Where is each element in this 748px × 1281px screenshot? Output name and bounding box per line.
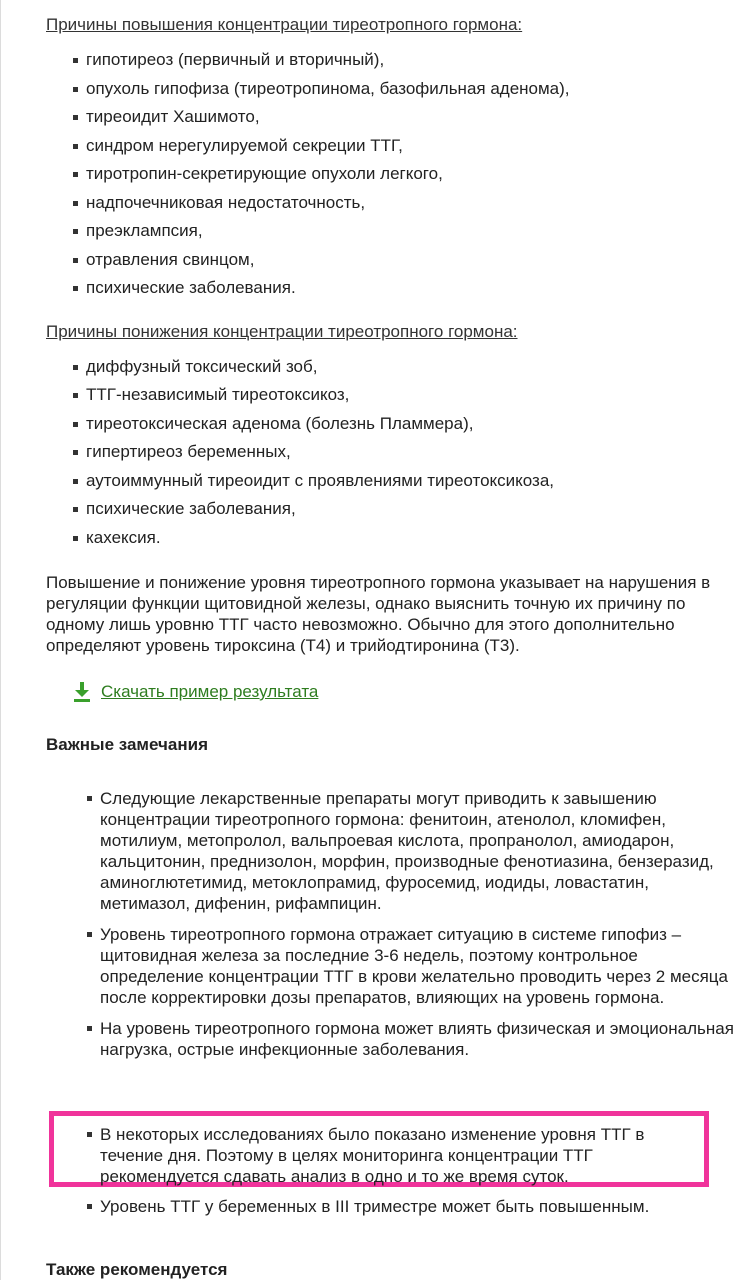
list-item: На уровень тиреотропного гормона может влиять физическая и эмоциональная нагрузка, острые инфекционные заболевания. [100, 1018, 740, 1049]
also-recommended-heading: Также рекомендуется [46, 1260, 228, 1279]
article-content [46, 0, 736, 756]
summary-paragraph: Повышение и понижение уровня тиреотропного гормона указывает на нарушения в регуляции функции щитовидной железы, однако выяснить точную их причину по одному лишь уровню ТТГ часто невозможно. Обычно для этого дополнительно определяют уровень тироксина (Т4) и трийодтиронина (Т3). [46, 573, 711, 655]
notes-list [46, 788, 740, 1059]
increase-causes-list [46, 46, 736, 303]
list-item: психические заболевания, [86, 495, 736, 524]
list-item: психические заболевания. [86, 274, 736, 303]
list-item: тиротропин-секретирующие опухоли легкого, [86, 160, 736, 189]
list-item: аутоиммунный тиреоидит с проявлениями тиреотоксикоза, [86, 467, 736, 496]
list-item: ТТГ-независимый тиреотоксикоз, [86, 381, 736, 410]
list-item: отравления свинцом, [86, 246, 736, 275]
list-item: гипотиреоз (первичный и вторичный), [86, 46, 736, 75]
list-item: преэклампсия, [86, 217, 736, 246]
highlighted-note: В некоторых исследованиях было показано изменение уровня ТТГ в течение дня. Поэтому в целях мониторинга концентрации ТТГ рекомендуется сдавать анализ в одно и то же время суток. [100, 1124, 700, 1187]
list-item: Уровень ТТГ у беременных в III триместре может быть повышенным. [100, 1196, 700, 1217]
left-border [0, 0, 1, 1280]
download-link-text[interactable]: Скачать пример результата [101, 682, 319, 701]
list-item: Следующие лекарственные препараты могут приводить к завышению концентрации тиреотропного гормона: фенитоин, атенолол, кломифен, мотилиум, метопролол, вальпроевая кислота, пропранолол, амиодарон, кальцитонин, преднизолон, морфин, производные фенотиазина, бензеразид, аминоглютетимид, метоклопрамид, фуросемид, иодиды, ловастатин, метимазол, дифенин, рифампицин. [100, 788, 740, 914]
list-item: тиреоидит Хашимото, [86, 103, 736, 132]
increase-causes-title: Причины повышения концентрации тиреотропного гормона: [46, 15, 523, 34]
download-example-link[interactable] [72, 680, 736, 704]
list-item: Уровень тиреотропного гормона отражает ситуацию в системе гипофиз – щитовидная железа за последние 3-6 недель, поэтому контрольное определение концентрации ТТГ в крови желательно проводить через 2 месяца после корректировки дозы препаратов, влияющих на уровень гормона. [100, 924, 740, 1008]
notes-heading: Важные замечания [46, 735, 208, 754]
highlight-frame [49, 1111, 709, 1187]
list-item: надпочечниковая недостаточность, [86, 189, 736, 218]
list-item: синдром нерегулируемой секреции ТТГ, [86, 132, 736, 161]
list-item: диффузный токсический зоб, [86, 353, 736, 382]
list-item: гипертиреоз беременных, [86, 438, 736, 467]
list-item: опухоль гипофиза (тиреотропинома, базофильная аденома), [86, 75, 736, 104]
decrease-causes-title: Причины понижения концентрации тиреотропного гормона: [46, 321, 518, 341]
download-arrow-icon [72, 681, 92, 703]
list-item: тиреотоксическая аденома (болезнь Пламмера), [86, 410, 736, 439]
decrease-causes-list [46, 353, 736, 553]
list-item: кахексия. [86, 524, 736, 553]
